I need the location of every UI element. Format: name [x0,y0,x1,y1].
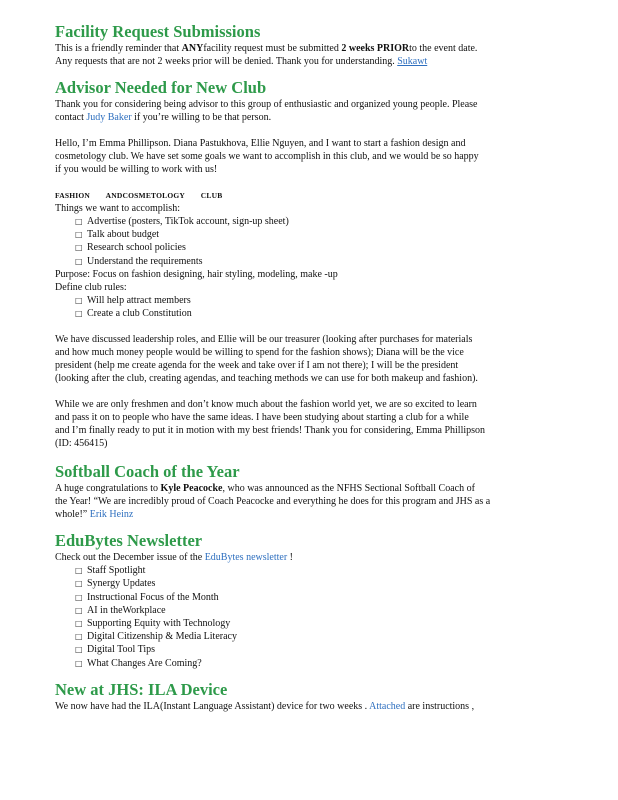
facility-line-1: This is a friendly reminder that ANYfacility request must be submitted 2 weeks PRIORto the event date. [55,43,478,54]
checkbox-icon: □ [75,632,83,642]
coach-name: Kyle Peacocke [160,483,223,495]
checkbox-icon: □ [75,295,83,305]
things-label: Things we want to accomplish: [55,203,180,214]
checkbox-icon: □ [75,645,83,655]
purpose-line: Purpose: Focus on fashion designing, hair styling, modeling, make -up [55,268,338,280]
edubytes-line-1: Check out the December issue of the EduBytes newsletter ! [55,552,294,564]
edubytes-item: □ Instructional Focus of the Month [75,591,219,603]
advisor-para1-line1: Hello, I’m Emma Phillipson. Diana Pastukhova, Ellie Nguyen, and I want to start a fashion design and [55,138,466,149]
advisor-para2-line1: We have discussed leadership roles, and Ellie will be our treasurer (looking after purchases for materials [55,334,473,346]
edubytes-newsletter-link[interactable]: EduBytes newsletter [204,552,288,564]
advisor-para3-line1: While we are only freshmen and don’t know much about the fashion world yet, we are so excited to learn [55,399,477,411]
advisor-intro-1: Thank you for considering being advisor to this group of enthusiastic and organized young people. Please [55,99,478,110]
club-heading: FASHION ANDCOSMETOLOGY CLUB [55,191,223,200]
things-item: □ Research school policies [75,242,186,254]
softball-line-2: the Year! “We are incredibly proud of Coach Peacocke and everything he does for this program and JHS as a [55,496,491,508]
edubytes-item: □ Supporting Equity with Technology [75,618,231,630]
sukawt-link[interactable]: Sukawt [397,56,428,67]
edubytes-item: □ Digital Tool Tips [75,644,156,656]
advisor-para3-line2: and pass it on to people who have the same ideas. I have been studying about starting a club for a while [55,412,469,424]
edubytes-item: □ AI in theWorkplace [75,604,166,616]
checkbox-icon: □ [75,658,83,668]
judy-baker-link[interactable]: Judy Baker [86,112,132,123]
advisor-intro-2: contact Judy Baker if you’re willing to be that person. [55,112,272,123]
things-item: □ Advertise (posters, TikTok account, sign-up sheet) [75,216,289,227]
advisor-para1-line3: if you would be willing to work with us! [55,164,218,175]
newsletter-page [55,22,575,713]
advisor-para2-line2: and how much money people would be willing to spend for the fashion shows); Diana will be the vice [55,347,464,359]
edubytes-title: EduBytes Newsletter [55,531,203,551]
ila-line-1: We now have had the ILA(Instant Language Assistant) device for two weeks . Attached are instructions , [55,700,475,712]
checkbox-icon: □ [75,619,83,629]
softball-line-1: A huge congratulations to Kyle Peacocke, who was announced as the NFHS Sectional Softball Coach of [55,483,475,495]
checkbox-icon: □ [75,256,83,266]
checkbox-icon: □ [75,605,83,615]
attached-link[interactable]: Attached [369,700,406,712]
checkbox-icon: □ [75,579,83,589]
ila-title: New at JHS: ILA Device [55,679,228,699]
rules-item: □ Will help attract members [75,294,191,306]
erik-heinz-link[interactable]: Erik Heinz [89,509,134,521]
softball-title: Softball Coach of the Year [55,462,240,482]
facility-line-2: Any requests that are not 2 weeks prior will be denied. Thank you for understanding. Sukawt [55,56,428,67]
checkbox-icon: □ [75,217,83,226]
edubytes-item: □ What Changes Are Coming? [75,657,202,669]
advisor-para3-line3: and I’m finally ready to put it in motion with my best friends! Thank you for considering, Emma Phillipson [55,425,486,437]
checkbox-icon: □ [75,566,83,576]
rules-label: Define club rules: [55,281,127,293]
softball-line-3: whole!” Erik Heinz [55,509,134,521]
edubytes-item: □ Synergy Updates [75,578,156,590]
checkbox-icon: □ [75,592,83,602]
things-item: □ Understand the requirements [75,255,203,267]
advisor-title: Advisor Needed for New Club [55,78,267,97]
edubytes-item: □ Staff Spotlight [75,565,146,577]
edubytes-item: □ Digital Citizenship & Media Literacy [75,631,237,643]
advisor-para1-line2: cosmetology club. We have set some goals we want to accomplish in this club, and we would be so happy [55,151,479,162]
advisor-para3-line4: (ID: 456415) [55,438,108,450]
advisor-para2-line3: president (help me create agenda for the week and take over if I am not there); I will be the president [55,360,459,372]
checkbox-icon: □ [75,309,83,319]
checkbox-icon: □ [75,230,83,240]
things-item: □ Talk about budget [75,229,160,241]
rules-item: □ Create a club Constitution [75,308,192,320]
advisor-para2-line4: (looking after the club, creating agendas, and teaching methods we can use for both makeup and fashion). [55,373,478,385]
facility-title: Facility Request Submissions [55,22,261,41]
checkbox-icon: □ [75,243,83,253]
